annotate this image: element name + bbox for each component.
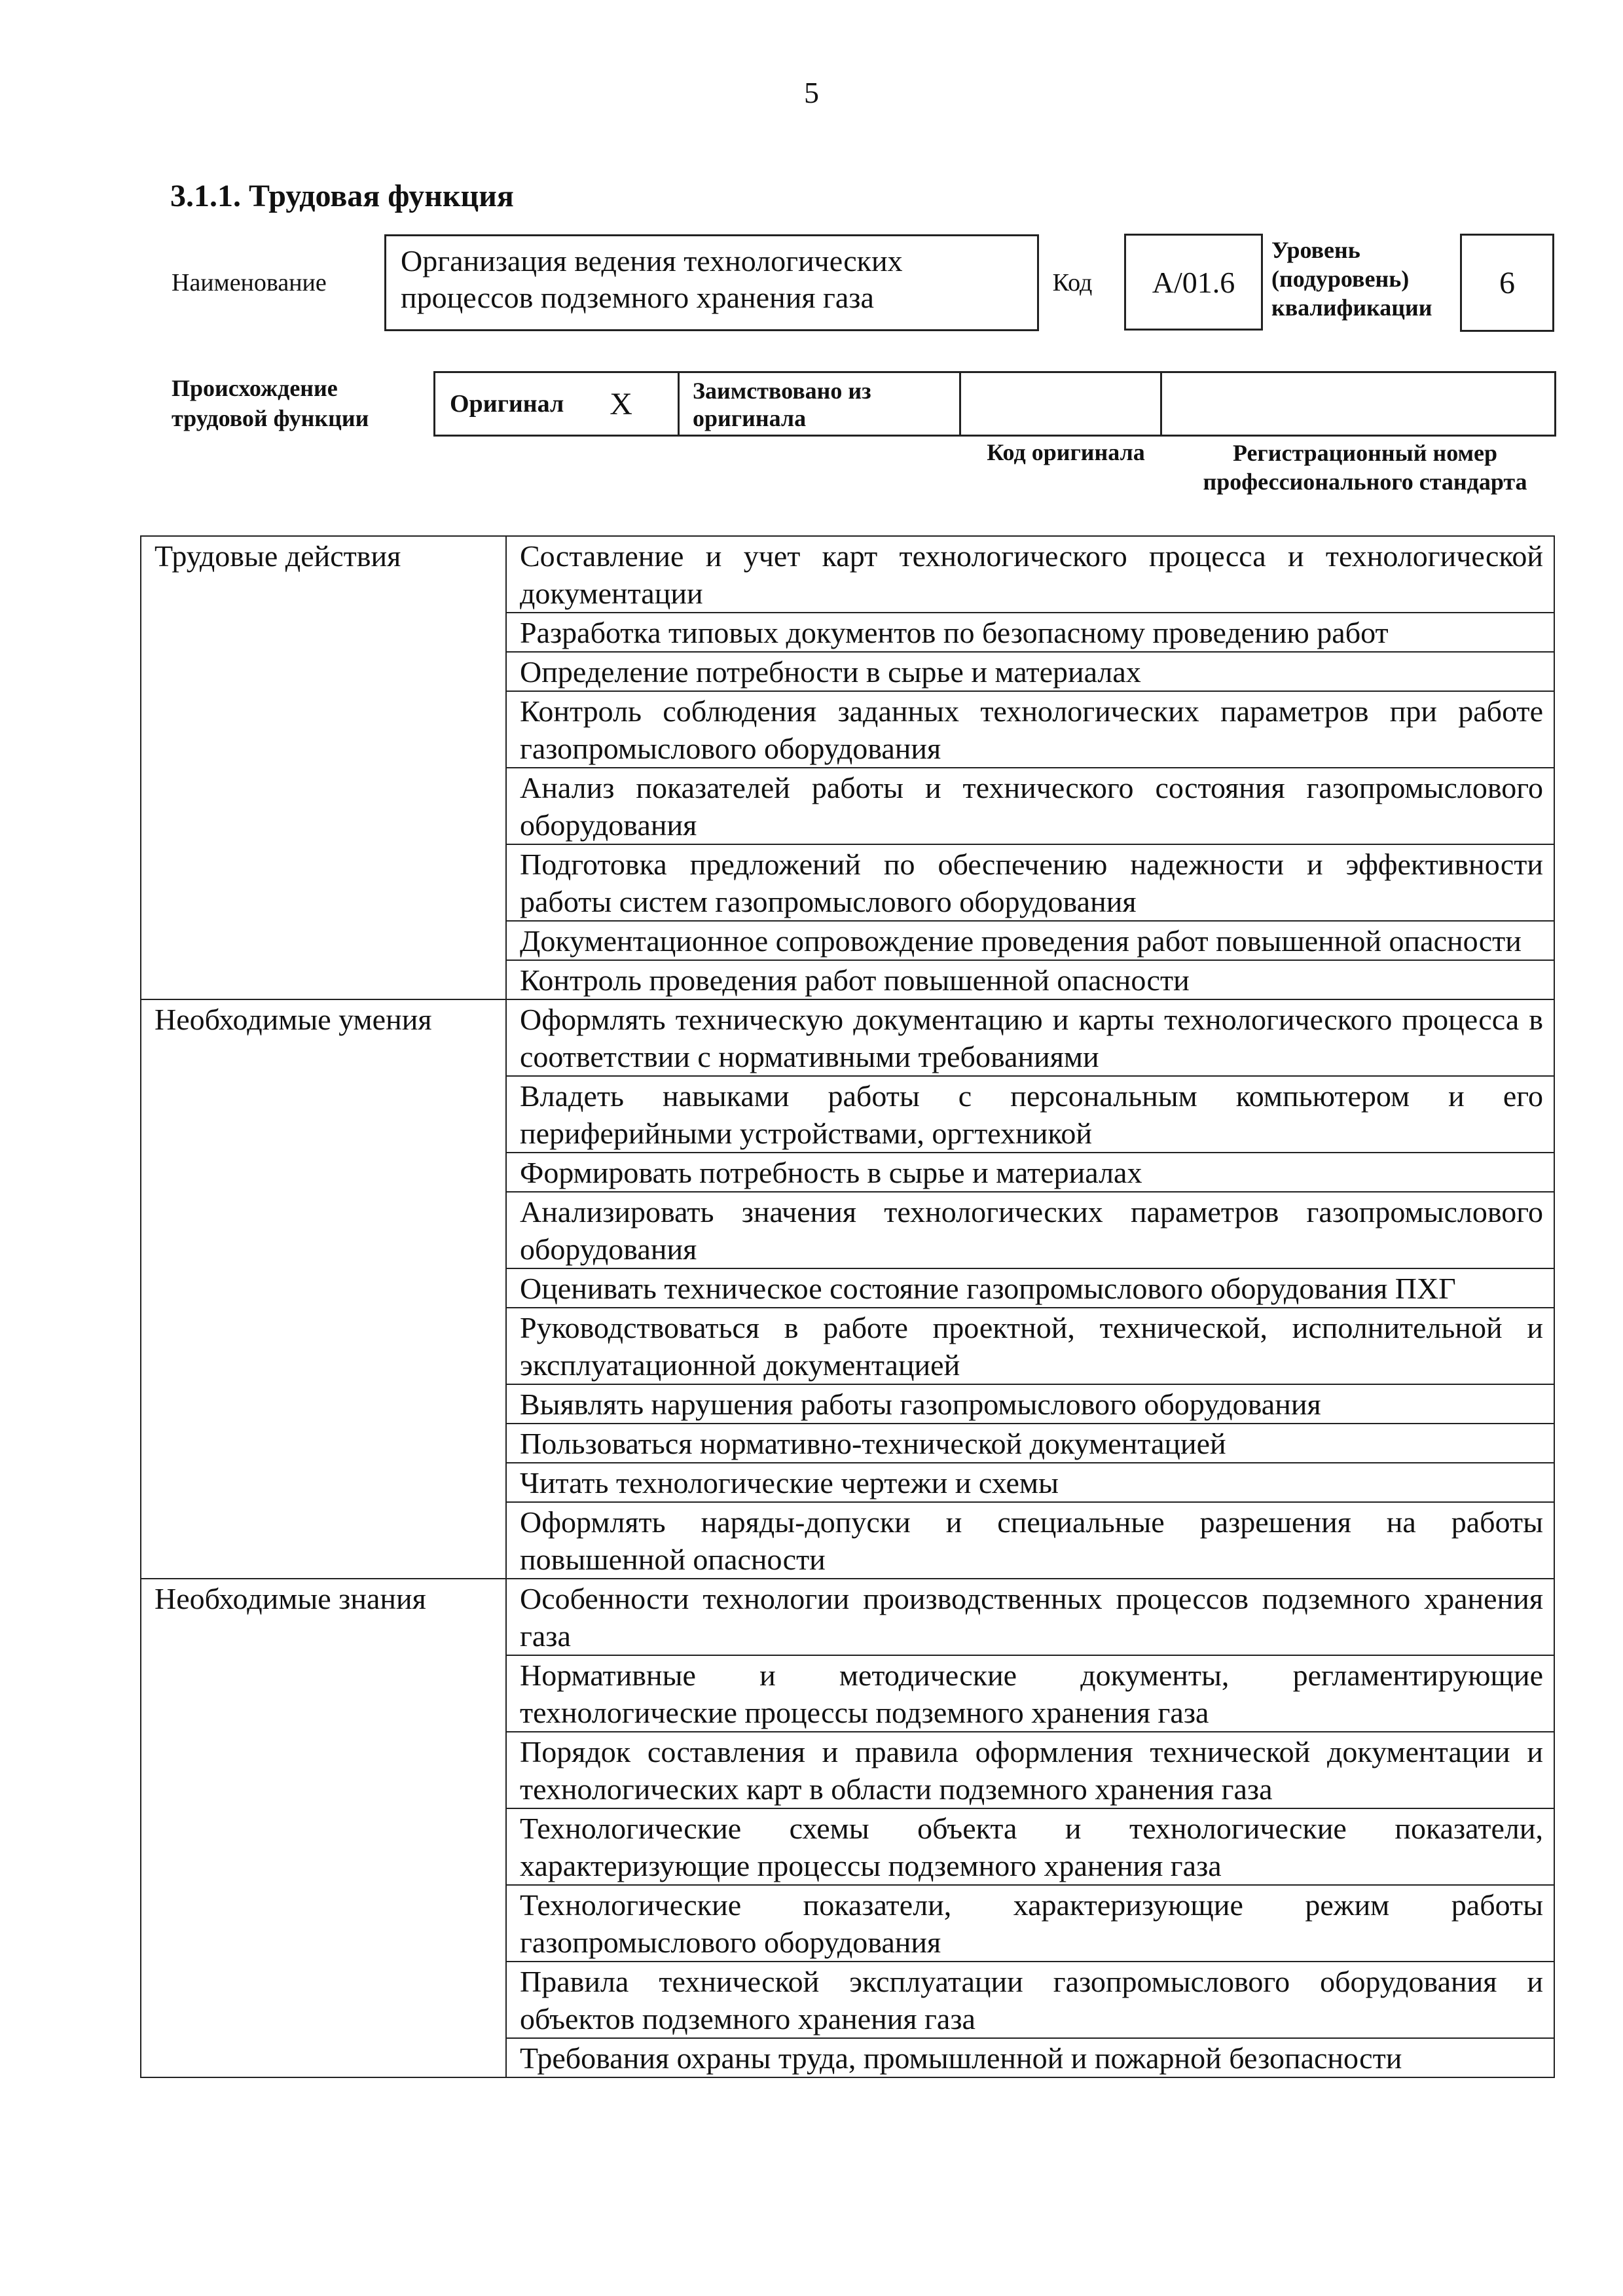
item-cell: Подготовка предложений по обеспечению надежности и эффективности работы систем газопромыслового оборудования — [506, 844, 1554, 921]
function-code-box: А/01.6 — [1124, 234, 1263, 331]
reg-number-caption-line: Регистрационный номер — [1232, 440, 1498, 466]
original-code-cell — [961, 373, 1162, 435]
function-name-box: Организация ведения технологических процессов подземного хранения газа — [384, 234, 1039, 331]
code-label: Код — [1052, 269, 1093, 296]
item-cell: Контроль соблюдения заданных технологических параметров при работе газопромыслового оборудования — [506, 691, 1554, 768]
original-code-caption: Код оригинала — [987, 439, 1145, 465]
item-cell: Оформлять наряды-допуски и специальные разрешения на работы повышенной опасности — [506, 1502, 1554, 1579]
reg-number-cell — [1162, 373, 1554, 435]
name-label: Наименование — [172, 269, 327, 296]
original-cell — [435, 373, 680, 435]
item-cell: Контроль проведения работ повышенной опасности — [506, 960, 1554, 999]
item-cell: Читать технологические чертежи и схемы — [506, 1463, 1554, 1502]
borrowed-label-line: оригинала — [693, 405, 807, 431]
origin-table — [433, 371, 1556, 437]
origin-label-line: Происхождение — [172, 375, 338, 401]
level-label-line: квалификации — [1271, 295, 1432, 321]
item-cell: Выявлять нарушения работы газопромыслового оборудования — [506, 1384, 1554, 1424]
item-cell: Технологические схемы объекта и технологические показатели, характеризующие процессы подземного хранения газа — [506, 1808, 1554, 1885]
item-cell: Порядок составления и правила оформления технической документации и технологических карт в области подземного хранения газа — [506, 1732, 1554, 1808]
item-cell: Определение потребности в сырье и материалах — [506, 652, 1554, 691]
item-cell: Оформлять техническую документацию и карты технологического процесса в соответствии с нормативными требованиями — [506, 999, 1554, 1076]
item-cell: Оценивать техническое состояние газопромыслового оборудования ПХГ — [506, 1268, 1554, 1308]
qualification-level-label — [1271, 236, 1432, 322]
level-label-line: (подуровень) — [1271, 266, 1410, 292]
item-cell: Анализировать значения технологических параметров газопромыслового оборудования — [506, 1192, 1554, 1268]
item-cell: Анализ показателей работы и технического состояния газопромыслового оборудования — [506, 768, 1554, 844]
origin-label-line: трудовой функции — [172, 405, 369, 431]
function-details-table — [140, 535, 1555, 2078]
original-label: Оригинал — [450, 390, 564, 418]
section-title: 3.1.1. Трудовая функция — [170, 179, 514, 213]
borrowed-cell — [680, 373, 961, 435]
item-cell: Правила технической эксплуатации газопромыслового оборудования и объектов подземного хранения газа — [506, 1962, 1554, 2038]
item-cell: Технологические показатели, характеризующие режим работы газопромыслового оборудования — [506, 1885, 1554, 1962]
item-cell: Нормативные и методические документы, регламентирующие технологические процессы подземного хранения газа — [506, 1655, 1554, 1732]
borrowed-label-line: Заимствовано из — [693, 378, 871, 404]
item-cell: Владеть навыками работы с персональным компьютером и его периферийными устройствами, оргтехникой — [506, 1076, 1554, 1153]
item-cell: Руководствоваться в работе проектной, технической, исполнительной и эксплуатационной документацией — [506, 1308, 1554, 1384]
item-cell: Требования охраны труда, промышленной и пожарной безопасности — [506, 2038, 1554, 2077]
reg-number-caption-line: профессионального стандарта — [1203, 469, 1527, 495]
original-check-mark: X — [610, 386, 632, 422]
origin-label — [172, 373, 369, 433]
qualification-level-box: 6 — [1460, 234, 1554, 332]
table-row — [141, 999, 1554, 1076]
level-label-line: Уровень — [1271, 237, 1360, 263]
category-cell: Трудовые действия — [141, 536, 506, 999]
table-row — [141, 536, 1554, 613]
item-cell: Составление и учет карт технологического процесса и технологической документации — [506, 536, 1554, 613]
table-row — [141, 1579, 1554, 1655]
item-cell: Разработка типовых документов по безопасному проведению работ — [506, 613, 1554, 652]
reg-number-caption — [1178, 439, 1552, 496]
category-cell: Необходимые знания — [141, 1579, 506, 2077]
item-cell: Формировать потребность в сырье и материалах — [506, 1153, 1554, 1192]
category-cell: Необходимые умения — [141, 999, 506, 1579]
item-cell: Документационное сопровождение проведения работ повышенной опасности — [506, 921, 1554, 960]
item-cell: Особенности технологии производственных процессов подземного хранения газа — [506, 1579, 1554, 1655]
page-number: 5 — [804, 76, 819, 109]
item-cell: Пользоваться нормативно-технической документацией — [506, 1424, 1554, 1463]
